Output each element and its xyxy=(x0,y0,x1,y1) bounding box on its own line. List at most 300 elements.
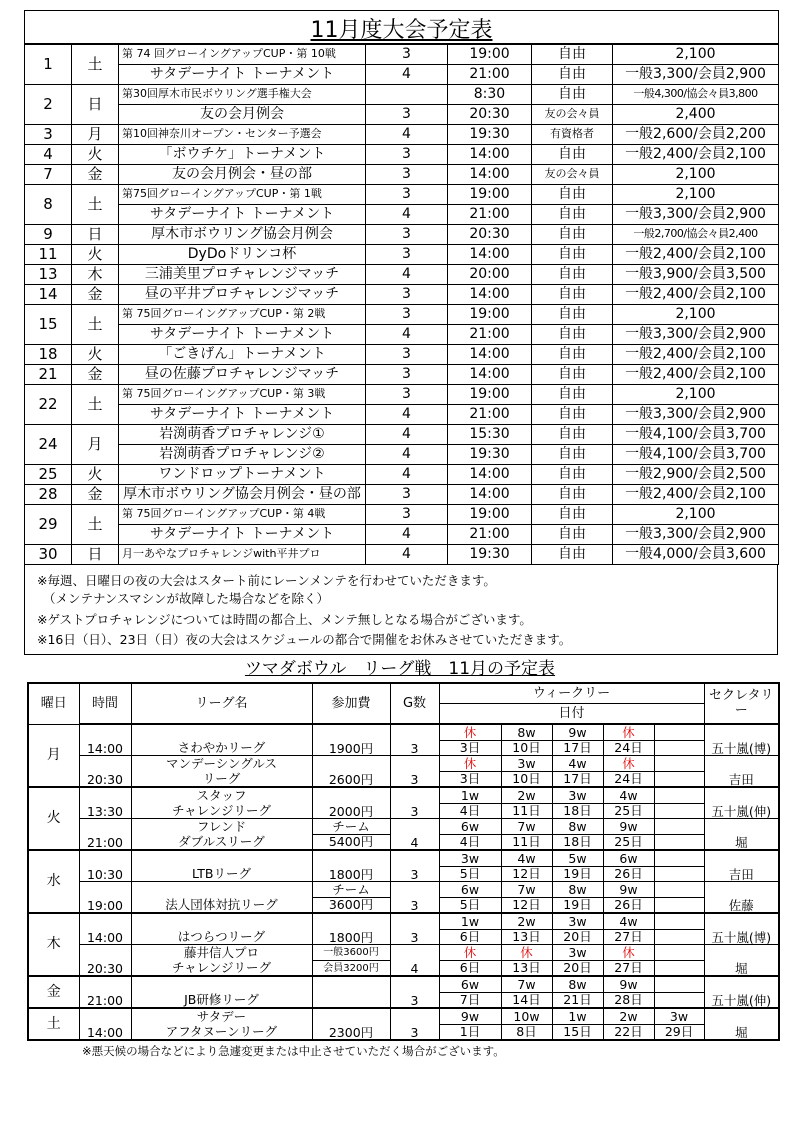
league-week: 8w xyxy=(552,819,603,835)
event-dow: 金 xyxy=(72,285,119,305)
event-row xyxy=(25,165,779,185)
league-week: 9w xyxy=(603,819,654,835)
event-fee: 一般4,000/会員3,600 xyxy=(613,545,779,565)
league-row xyxy=(28,1008,779,1024)
event-fee: 一般4,100/会員3,700 xyxy=(613,425,779,445)
event-eligibility: 自由 xyxy=(532,425,613,445)
event-eligibility: 自由 xyxy=(532,185,613,205)
event-time: 19:00 xyxy=(448,305,532,325)
league-date: 6日 xyxy=(439,960,501,976)
event-dow: 火 xyxy=(72,465,119,485)
league-name xyxy=(131,850,312,866)
league-date: 13日 xyxy=(501,929,552,945)
event-dow: 火 xyxy=(72,245,119,265)
event-name: 厚木市ボウリング協会月例会 xyxy=(119,225,366,245)
event-games: 3 xyxy=(366,365,448,385)
event-date: 21 xyxy=(25,365,72,385)
event-fee: 2,100 xyxy=(613,305,779,325)
league-date xyxy=(654,929,704,945)
league-secretary: 五十嵐(博) xyxy=(704,913,779,945)
event-time: 14:00 xyxy=(448,285,532,305)
league-time: 14:00 xyxy=(79,913,131,945)
league-week: 5w xyxy=(552,850,603,866)
note: ※毎週、日曜日の夜の大会はスタート前にレーンメンテを行わせていただきます。 xyxy=(37,573,496,588)
event-time: 14:00 xyxy=(448,245,532,265)
event-fee: 一般4,100/会員3,700 xyxy=(613,445,779,465)
header-g: G数 xyxy=(390,683,439,724)
league-time: 14:00 xyxy=(79,1008,131,1040)
league-name: フレンド xyxy=(131,819,312,835)
league-fee: 5400円 xyxy=(312,834,390,850)
event-games: 4 xyxy=(366,325,448,345)
event-fee: 一般3,300/会員2,900 xyxy=(613,525,779,545)
event-games: 3 xyxy=(366,485,448,505)
league-games: 3 xyxy=(390,787,439,819)
event-eligibility: 自由 xyxy=(532,465,613,485)
event-eligibility: 自由 xyxy=(532,305,613,325)
event-time: 21:00 xyxy=(448,65,532,85)
league-dow: 水 xyxy=(28,850,79,913)
event-name: 「ボウチケ」トーナメント xyxy=(119,145,366,165)
league-date: 10日 xyxy=(501,740,552,756)
event-games: 4 xyxy=(366,125,448,145)
event-date: 8 xyxy=(25,185,72,225)
event-row xyxy=(25,65,779,85)
league-week: 6w xyxy=(439,819,501,835)
league-time: 20:30 xyxy=(79,945,131,977)
league-week: 3w xyxy=(439,850,501,866)
league-week: 4w xyxy=(552,756,603,772)
league-date: 25日 xyxy=(603,834,654,850)
event-row xyxy=(25,225,779,245)
event-name: 第 75回グローイングアップCUP・第 4戦 xyxy=(119,505,366,525)
event-time: 14:00 xyxy=(448,345,532,365)
league-row xyxy=(28,724,779,740)
event-fee: 一般2,400/会員2,100 xyxy=(613,365,779,385)
header-secretary: セクレタリー xyxy=(704,683,779,724)
league-date: 12日 xyxy=(501,897,552,913)
league-secretary: 五十嵐(博) xyxy=(704,724,779,756)
event-date: 15 xyxy=(25,305,72,345)
league-games: 3 xyxy=(390,1008,439,1040)
league-name xyxy=(131,976,312,992)
event-games: 4 xyxy=(366,545,448,565)
event-eligibility: 友の会々員 xyxy=(532,165,613,185)
event-date: 24 xyxy=(25,425,72,465)
league-name xyxy=(131,913,312,929)
event-eligibility: 自由 xyxy=(532,44,613,65)
event-name: 岩渕萌香プロチャレンジ② xyxy=(119,445,366,465)
event-eligibility: 自由 xyxy=(532,385,613,405)
league-fee: 2000円 xyxy=(312,787,390,819)
league-week: 9w xyxy=(603,976,654,992)
league-date: 6日 xyxy=(439,929,501,945)
league-title: ツマダボウル リーグ戦 11月の予定表 xyxy=(244,659,556,679)
league-dow: 金 xyxy=(28,976,79,1008)
league-week: 3w xyxy=(552,787,603,803)
event-date: 18 xyxy=(25,345,72,365)
league-date: 26日 xyxy=(603,866,654,882)
league-time: 21:00 xyxy=(79,819,131,851)
league-secretary: 吉田 xyxy=(704,850,779,882)
league-week: 1w xyxy=(439,787,501,803)
event-dow: 日 xyxy=(72,545,119,565)
league-name: JB研修リーグ xyxy=(131,992,312,1008)
league-fee: 1900円 xyxy=(312,724,390,756)
event-eligibility: 自由 xyxy=(532,65,613,85)
event-eligibility: 自由 xyxy=(532,545,613,565)
league-date: 25日 xyxy=(603,803,654,819)
league-week: 休 xyxy=(439,724,501,740)
event-dow: 火 xyxy=(72,345,119,365)
league-date: 3日 xyxy=(439,771,501,787)
league-week: 休 xyxy=(603,945,654,961)
league-games: 3 xyxy=(390,976,439,1008)
league-date: 8日 xyxy=(501,1024,552,1040)
event-row xyxy=(25,265,779,285)
footnote: ※悪天候の場合などにより急遽変更または中止させていただく場合がございます。 xyxy=(82,1044,505,1059)
league-fee: 1800円 xyxy=(312,850,390,882)
league-games: 3 xyxy=(390,882,439,914)
league-week xyxy=(654,850,704,866)
event-eligibility: 自由 xyxy=(532,525,613,545)
event-dow: 火 xyxy=(72,145,119,165)
league-date: 18日 xyxy=(552,834,603,850)
event-games: 4 xyxy=(366,405,448,425)
event-date: 7 xyxy=(25,165,72,185)
league-date xyxy=(654,960,704,976)
league-secretary: 五十嵐(伸) xyxy=(704,787,779,819)
event-fee: 一般4,300/協会々員3,800 xyxy=(613,85,779,105)
league-date: 4日 xyxy=(439,834,501,850)
league-date: 17日 xyxy=(552,771,603,787)
event-date: 11 xyxy=(25,245,72,265)
event-date: 14 xyxy=(25,285,72,305)
league-date: 29日 xyxy=(654,1024,704,1040)
event-games: 3 xyxy=(366,185,448,205)
league-name: 法人団体対抗リーグ xyxy=(131,897,312,913)
event-time: 19:00 xyxy=(448,185,532,205)
event-row xyxy=(25,505,779,525)
event-dow: 金 xyxy=(72,165,119,185)
event-games: 4 xyxy=(366,65,448,85)
league-week: 休 xyxy=(603,756,654,772)
event-fee: 2,100 xyxy=(613,505,779,525)
league-row xyxy=(28,913,779,929)
event-name: 昼の平井プロチャレンジマッチ xyxy=(119,285,366,305)
event-name: 第 75回グローイングアップCUP・第 2戦 xyxy=(119,305,366,325)
league-dow: 木 xyxy=(28,913,79,976)
league-week: 1w xyxy=(552,1008,603,1024)
header-dow: 曜日 xyxy=(28,683,79,724)
event-eligibility: 自由 xyxy=(532,245,613,265)
league-name: サタデー xyxy=(131,1008,312,1024)
event-row xyxy=(25,485,779,505)
league-time: 13:30 xyxy=(79,787,131,819)
event-row xyxy=(25,545,779,565)
event-name: 第75回グローイングアップCUP・第 1戦 xyxy=(119,185,366,205)
event-dow: 月 xyxy=(72,125,119,145)
event-row xyxy=(25,285,779,305)
league-secretary: 堀 xyxy=(704,945,779,977)
league-fee: 2600円 xyxy=(312,756,390,788)
event-fee: 一般2,400/会員2,100 xyxy=(613,485,779,505)
event-eligibility: 自由 xyxy=(532,225,613,245)
event-row xyxy=(25,145,779,165)
league-time: 19:00 xyxy=(79,882,131,914)
league-secretary: 堀 xyxy=(704,1008,779,1040)
league-dow: 火 xyxy=(28,787,79,850)
league-secretary: 堀 xyxy=(704,819,779,851)
league-week: 6w xyxy=(439,976,501,992)
event-row xyxy=(25,465,779,485)
league-date: 7日 xyxy=(439,992,501,1008)
event-name: 「ごきげん」トーナメント xyxy=(119,345,366,365)
event-time: 19:30 xyxy=(448,545,532,565)
league-week: 10w xyxy=(501,1008,552,1024)
league-name xyxy=(131,724,312,740)
league-date: 24日 xyxy=(603,740,654,756)
league-week: 8w xyxy=(552,882,603,898)
league-week: 休 xyxy=(439,945,501,961)
notes-box xyxy=(24,565,778,655)
event-fee: 一般3,300/会員2,900 xyxy=(613,65,779,85)
event-fee: 一般3,900/会員3,500 xyxy=(613,265,779,285)
league-date xyxy=(654,897,704,913)
league-week: 7w xyxy=(501,976,552,992)
league-week xyxy=(654,945,704,961)
league-week: 2w xyxy=(603,1008,654,1024)
league-date: 26日 xyxy=(603,897,654,913)
event-row xyxy=(25,365,779,385)
league-row xyxy=(28,945,779,961)
league-games: 4 xyxy=(390,819,439,851)
event-row xyxy=(25,345,779,365)
league-dow: 土 xyxy=(28,1008,79,1040)
league-week: 3w xyxy=(552,913,603,929)
event-name: 第 75回グローイングアップCUP・第 3戦 xyxy=(119,385,366,405)
league-row xyxy=(28,787,779,803)
event-date: 28 xyxy=(25,485,72,505)
league-week xyxy=(654,756,704,772)
league-name: アフタヌーンリーグ xyxy=(131,1024,312,1040)
event-games: 3 xyxy=(366,285,448,305)
league-games: 3 xyxy=(390,724,439,756)
note: ※ゲストプロチャレンジについては時間の都合上、メンテ無しとなる場合がございます。 xyxy=(37,611,532,627)
event-fee: 2,100 xyxy=(613,165,779,185)
event-time: 14:00 xyxy=(448,485,532,505)
league-week: 2w xyxy=(501,913,552,929)
event-games: 4 xyxy=(366,205,448,225)
event-fee: 2,100 xyxy=(613,185,779,205)
event-time: 21:00 xyxy=(448,405,532,425)
event-name: 友の会月例会・昼の部 xyxy=(119,165,366,185)
event-games: 4 xyxy=(366,425,448,445)
event-row xyxy=(25,44,779,65)
league-secretary: 五十嵐(伸) xyxy=(704,976,779,1008)
header-time: 時間 xyxy=(79,683,131,724)
title-text: 11月度大会予定表 xyxy=(310,17,493,43)
league-date: 22日 xyxy=(603,1024,654,1040)
event-row xyxy=(25,525,779,545)
event-games: 3 xyxy=(366,505,448,525)
event-games xyxy=(366,85,448,105)
event-date: 2 xyxy=(25,85,72,125)
event-time: 15:30 xyxy=(448,425,532,445)
league-week: 休 xyxy=(501,945,552,961)
league-row xyxy=(28,819,779,835)
league-name: はつらつリーグ xyxy=(131,929,312,945)
event-date: 1 xyxy=(25,44,72,85)
league-week: 4w xyxy=(501,850,552,866)
league-date: 17日 xyxy=(552,740,603,756)
event-fee: 一般3,300/会員2,900 xyxy=(613,205,779,225)
event-row xyxy=(25,105,779,125)
league-week: 1w xyxy=(439,913,501,929)
header-fee: 参加費 xyxy=(312,683,390,724)
league-time: 21:00 xyxy=(79,976,131,1008)
event-row xyxy=(25,385,779,405)
event-eligibility: 自由 xyxy=(532,505,613,525)
league-name: リーグ xyxy=(131,771,312,787)
event-games: 4 xyxy=(366,445,448,465)
event-date: 22 xyxy=(25,385,72,425)
event-dow: 土 xyxy=(72,505,119,545)
league-name xyxy=(131,882,312,898)
league-week: 9w xyxy=(552,724,603,740)
league-date xyxy=(654,803,704,819)
league-date: 1日 xyxy=(439,1024,501,1040)
event-dow: 月 xyxy=(72,425,119,465)
event-fee: 一般2,400/会員2,100 xyxy=(613,145,779,165)
event-time: 21:00 xyxy=(448,325,532,345)
event-date: 3 xyxy=(25,125,72,145)
event-dow: 木 xyxy=(72,265,119,285)
event-name: サタデーナイト トーナメント xyxy=(119,405,366,425)
event-name: 昼の佐藤プロチャレンジマッチ xyxy=(119,365,366,385)
event-fee: 2,100 xyxy=(613,44,779,65)
league-name: さわやかリーグ xyxy=(131,740,312,756)
league-week: 8w xyxy=(501,724,552,740)
event-name: サタデーナイト トーナメント xyxy=(119,325,366,345)
event-time: 21:00 xyxy=(448,525,532,545)
event-games: 3 xyxy=(366,145,448,165)
league-fee: 3600円 xyxy=(312,897,390,913)
event-time: 14:00 xyxy=(448,465,532,485)
event-eligibility: 自由 xyxy=(532,325,613,345)
league-week: 6w xyxy=(603,850,654,866)
event-time: 19:30 xyxy=(448,445,532,465)
event-games: 3 xyxy=(366,44,448,65)
league-week xyxy=(654,819,704,835)
event-time: 14:00 xyxy=(448,165,532,185)
event-row xyxy=(25,405,779,425)
event-name: 第10回神奈川オープン・センター予選会 xyxy=(119,125,366,145)
league-date xyxy=(654,866,704,882)
league-time: 14:00 xyxy=(79,724,131,756)
header-dates: 日付 xyxy=(439,704,704,725)
event-dow: 土 xyxy=(72,185,119,225)
event-dow: 土 xyxy=(72,385,119,425)
event-games: 3 xyxy=(366,165,448,185)
league-week: 3w xyxy=(552,945,603,961)
event-name: DyDoドリンコ杯 xyxy=(119,245,366,265)
event-row xyxy=(25,125,779,145)
league-date xyxy=(654,771,704,787)
event-row xyxy=(25,305,779,325)
league-date xyxy=(654,834,704,850)
league-week: 休 xyxy=(439,756,501,772)
league-date xyxy=(654,992,704,1008)
event-eligibility: 自由 xyxy=(532,485,613,505)
league-date: 11日 xyxy=(501,834,552,850)
note: ※16日（日）、23日（日）夜の大会はスケジュールの都合で開催をお休みさせていただきます。 xyxy=(37,631,572,647)
league-name: LTBリーグ xyxy=(131,866,312,882)
league-row xyxy=(28,882,779,898)
league-name: マンデーシングルス xyxy=(131,756,312,772)
event-dow: 土 xyxy=(72,44,119,85)
event-games: 4 xyxy=(366,465,448,485)
league-name: 藤井信人プロ xyxy=(131,945,312,961)
league-week: 3w xyxy=(501,756,552,772)
league-date: 3日 xyxy=(439,740,501,756)
event-dow: 金 xyxy=(72,365,119,385)
league-week: 7w xyxy=(501,882,552,898)
event-eligibility: 自由 xyxy=(532,205,613,225)
league-week: 4w xyxy=(603,913,654,929)
league-time: 20:30 xyxy=(79,756,131,788)
page-title xyxy=(25,11,779,45)
league-week xyxy=(654,724,704,740)
league-date: 5日 xyxy=(439,866,501,882)
league-date: 20日 xyxy=(552,960,603,976)
event-date: 30 xyxy=(25,545,72,565)
league-date: 21日 xyxy=(552,992,603,1008)
event-time: 20:00 xyxy=(448,265,532,285)
event-eligibility: 自由 xyxy=(532,265,613,285)
event-fee: 一般3,300/会員2,900 xyxy=(613,325,779,345)
league-name: チャレンジリーグ xyxy=(131,960,312,976)
event-name: 月一あやなプロチャレンジwith平井プロ xyxy=(119,545,366,565)
league-week: 3w xyxy=(654,1008,704,1024)
league-fee: 1800円 xyxy=(312,913,390,945)
league-date: 12日 xyxy=(501,866,552,882)
event-games: 3 xyxy=(366,105,448,125)
header-weekly: ウィークリー xyxy=(439,683,704,704)
event-games: 3 xyxy=(366,385,448,405)
league-fee: 一般3600円 xyxy=(312,945,390,961)
event-eligibility: 友の会々員 xyxy=(532,105,613,125)
event-games: 3 xyxy=(366,225,448,245)
event-time: 19:00 xyxy=(448,505,532,525)
league-row xyxy=(28,976,779,992)
league-date: 27日 xyxy=(603,960,654,976)
event-name: ワンドロップトーナメント xyxy=(119,465,366,485)
league-week: 9w xyxy=(603,882,654,898)
event-games: 3 xyxy=(366,245,448,265)
event-row xyxy=(25,185,779,205)
event-fee: 一般2,900/会員2,500 xyxy=(613,465,779,485)
event-name: 第30回厚木市民ボウリング選手権大会 xyxy=(119,85,366,105)
league-date xyxy=(654,740,704,756)
league-date: 5日 xyxy=(439,897,501,913)
league-time: 10:30 xyxy=(79,850,131,882)
league-week xyxy=(654,913,704,929)
league-games: 3 xyxy=(390,913,439,945)
league-date: 10日 xyxy=(501,771,552,787)
event-dow: 金 xyxy=(72,485,119,505)
league-week: 4w xyxy=(603,787,654,803)
